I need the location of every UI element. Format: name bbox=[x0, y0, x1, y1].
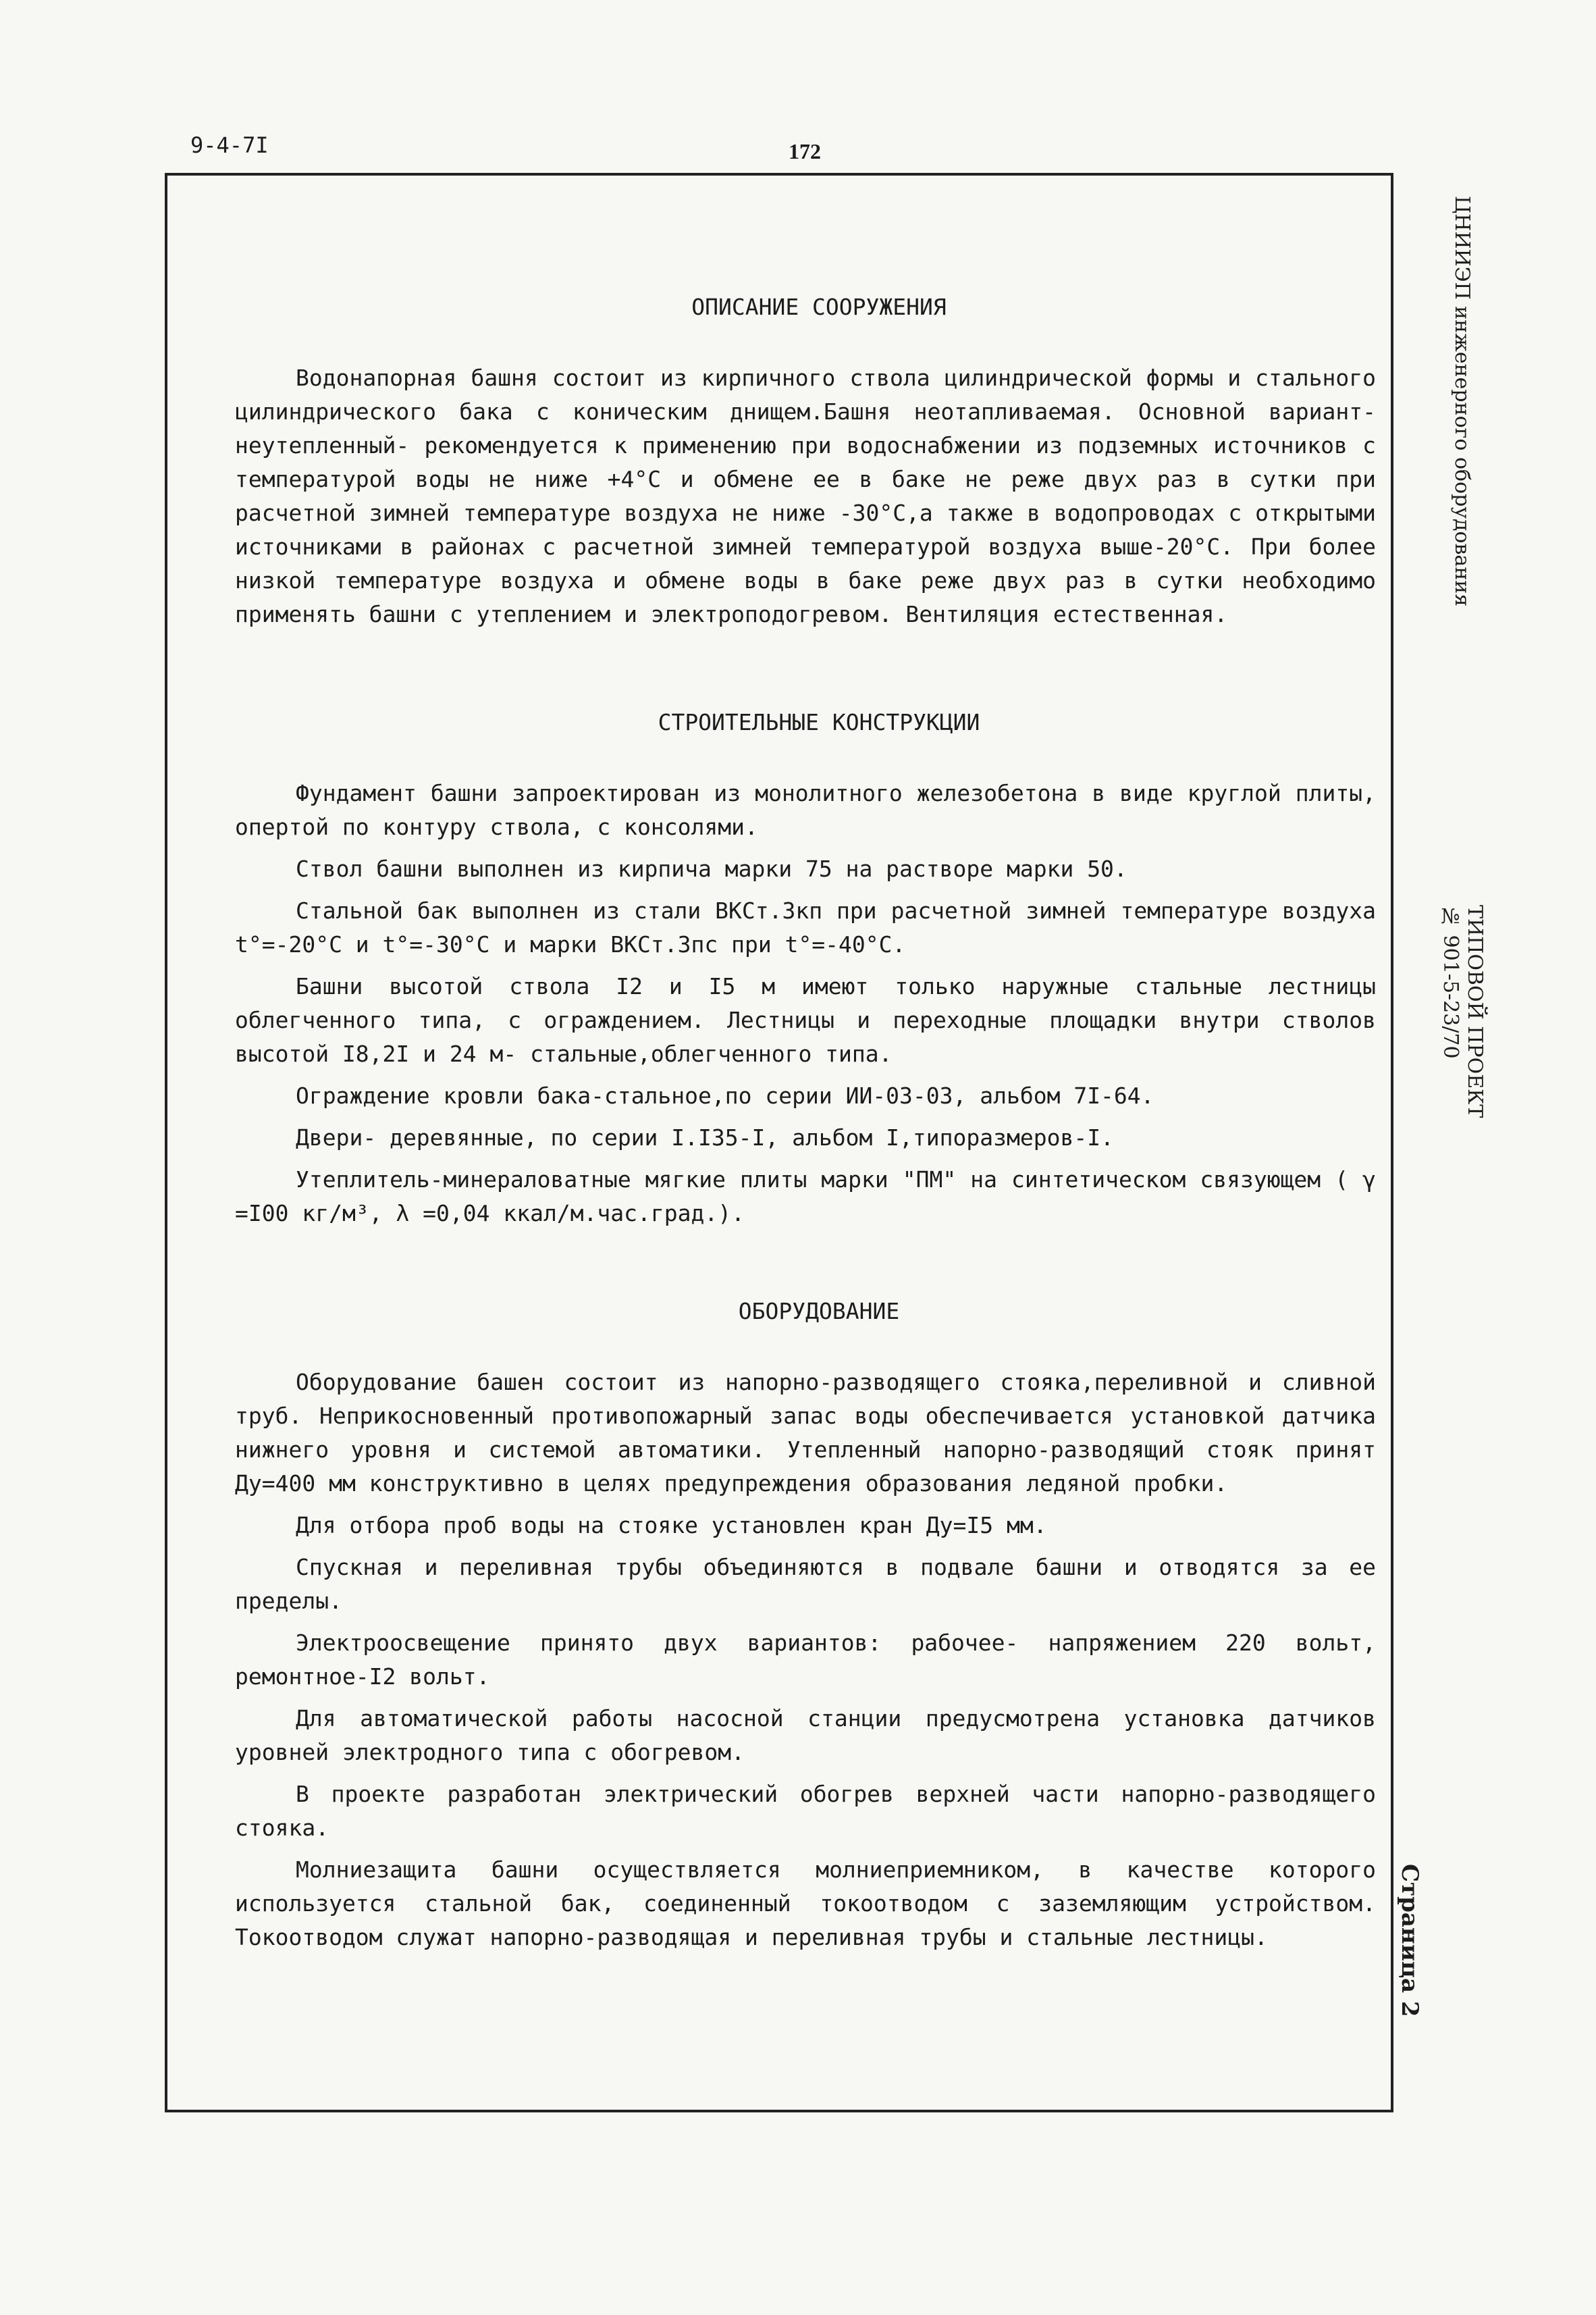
paragraph: Оборудование башен состоит из напорно-разводящего стояка,переливной и сливной труб. Неприкосновенный противопожарный запас воды обеспечивается установкой датчика нижнего уровня и системой автоматики. Утепленный напорно-разводящий стояк принят Ду=400 мм конструктивно в целях предупреждения образования ледяной пробки. bbox=[235, 1369, 1376, 1497]
section-equipment bbox=[235, 1295, 1376, 1954]
paragraph: Фундамент башни запроектирован из монолитного железобетона в виде круглой плиты, опертой по контуру ствола, с консолями. bbox=[235, 780, 1376, 840]
paragraph: Для автоматической работы насосной станции предусмотрена установка датчиков уровней электродного типа с обогревом. bbox=[235, 1705, 1376, 1765]
paragraph: Для отбора проб воды на стояке установлен кран Ду=I5 мм. bbox=[296, 1512, 1047, 1538]
paragraph: Водонапорная башня состоит из кирпичного ствола цилиндрической формы и стального цилиндрического бака с коническим днищем.Башня неотапливаемая. Основной вариант-неутепленный- рекомендуется к применению при водоснабжении из подземных источников с температурой воды не ниже +4°С и обмене ее в баке не реже двух раз в сутки при расчетной зимней температуре воздуха не ниже -30°С,а также в водопроводах с открытыми источниками в районах с расчетной зимней температурой воздуха выше-20°С. При более низкой температуре воздуха и обмене воды в баке реже двух раз в сутки необходимо применять башни с утеплением и электроподогревом. Вентиляция естественная. bbox=[235, 365, 1376, 627]
organization-label: ЦНИИЭП инженерного оборудования bbox=[1450, 196, 1474, 607]
section-heading: СТРОИТЕЛЬНЫЕ КОНСТРУКЦИИ bbox=[658, 709, 980, 735]
document-body bbox=[235, 290, 1376, 2029]
paragraph: Ствол башни выполнен из кирпича марки 75 на растворе марки 50. bbox=[296, 856, 1127, 882]
sheet-page-label: Страница 2 bbox=[1396, 1864, 1423, 2017]
paragraph: Утеплитель-минераловатные мягкие плиты марки "ПМ" на синтетическом связующем ( γ =I00 кг/м³, λ =0,04 ккал/м.час.град.). bbox=[235, 1166, 1376, 1226]
paragraph: Молниезащита башни осуществляется молниеприемником, в качестве которого используется стальной бак, соединенный токоотводом с заземляющим устройством. Токоотводом служат напорно-разводящая и переливная трубы и стальные лестницы. bbox=[235, 1856, 1376, 1950]
section-heading: ОПИСАНИЕ СООРУЖЕНИЯ bbox=[691, 294, 947, 320]
paragraph: Стальной бак выполнен из стали ВКСт.3кп при расчетной зимней температуре воздуха t°=-20°С и t°=-30°С и марки ВКСт.3пс при t°=-40°С. bbox=[235, 898, 1376, 958]
project-title: ТИПОВОЙ ПРОЕКТ bbox=[1463, 905, 1487, 1118]
section-description bbox=[235, 290, 1376, 631]
paragraph: Спускная и переливная трубы объединяются в подвале башни и отводятся за ее пределы. bbox=[235, 1554, 1376, 1614]
section-construction bbox=[235, 706, 1376, 1230]
project-label bbox=[1438, 905, 1487, 1118]
section-heading: ОБОРУДОВАНИЕ bbox=[738, 1298, 900, 1324]
paragraph: Электроосвещение принято двух вариантов: рабочее- напряжением 220 вольт, ремонтное-I2 вольт. bbox=[235, 1630, 1376, 1690]
project-number: № 901-5-23/70 bbox=[1439, 905, 1462, 1059]
document-code: 9-4-7I bbox=[190, 132, 269, 158]
page-number: 172 bbox=[789, 139, 821, 163]
paragraph: Башни высотой ствола I2 и I5 м имеют только наружные стальные лестницы облегченного типа, с ограждением. Лестницы и переходные площадки внутри стволов высотой I8,2I и 24 м- стальные,облегченного типа. bbox=[235, 973, 1376, 1067]
paragraph: Ограждение кровли бака-стальное,по серии ИИ-03-03, альбом 7I-64. bbox=[296, 1083, 1154, 1109]
paragraph: Двери- деревянные, по серии I.I35-I, альбом I,типоразмеров-I. bbox=[296, 1124, 1114, 1151]
paragraph: В проекте разработан электрический обогрев верхней части напорно-разводящего стояка. bbox=[235, 1781, 1376, 1841]
